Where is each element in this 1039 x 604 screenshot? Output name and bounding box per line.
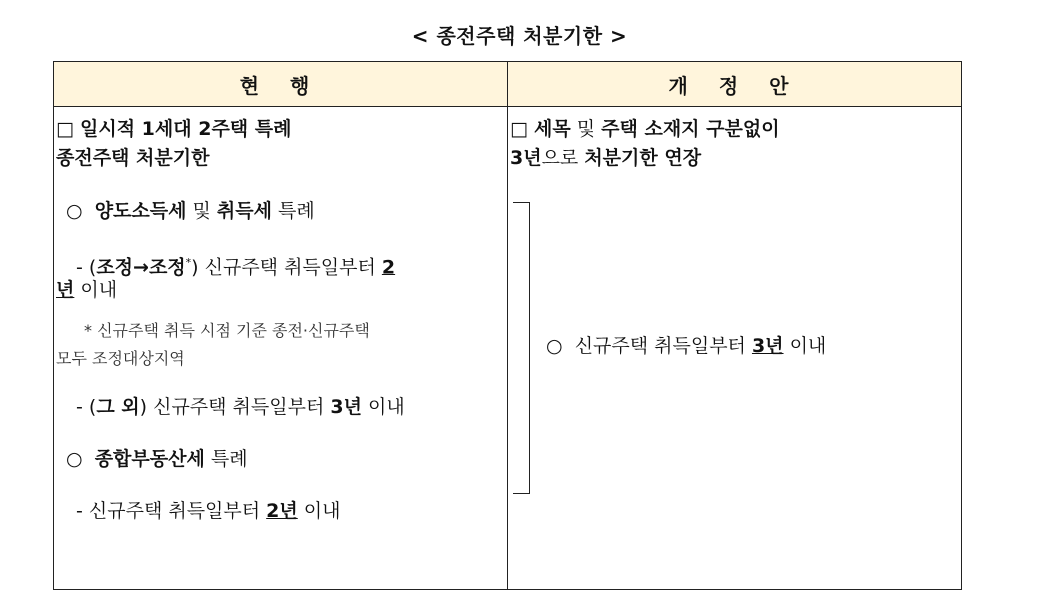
circle-bullet-icon: ○ [546, 335, 563, 357]
circle-bullet-icon: ○ [66, 448, 83, 470]
current-heading-line2: 종전주택 처분기한 [56, 147, 210, 169]
header-revised: 개 정 안 [508, 62, 962, 107]
current-cell [54, 107, 508, 590]
header-current: 현 행 [54, 62, 508, 107]
page-title: < 종전주택 처분기한 > [411, 24, 628, 48]
current-heading-line1 [56, 117, 291, 141]
current-footnote-line1: * 신규주택 취득 시점 기준 종전·신규주택 [84, 321, 370, 340]
current-item-adjusted-cont: 년 이내 [56, 279, 118, 301]
checkbox-square-icon: □ [510, 118, 528, 140]
revised-heading-line2: 3년으로 처분기한 연장 [510, 147, 702, 169]
circle-bullet-icon: ○ [66, 200, 83, 222]
current-footnote-line2: 모두 조정대상지역 [56, 349, 185, 368]
current-section1: ○ 양도소득세 및 취득세 특례 [66, 200, 315, 222]
revised-item: ○ 신규주택 취득일부터 3년 이내 [546, 335, 827, 357]
checkbox-square-icon: □ [56, 118, 74, 140]
current-item-adjusted: - (조정→조정*) 신규주택 취득일부터 2 [76, 256, 396, 279]
revised-heading-line1: □ 세목 및 주택 소재지 구분없이 [510, 118, 780, 140]
comparison-table [53, 61, 962, 590]
current-item-other: - (그 외) 신규주택 취득일부터 3년 이내 [76, 396, 405, 418]
current-section2: ○ 종합부동산세 특례 [66, 448, 248, 470]
header-row [54, 62, 962, 107]
current-item-comprehensive: - 신규주택 취득일부터 2년 이내 [76, 500, 341, 522]
content-row [54, 107, 962, 590]
current-heading-text: 일시적 1세대 2주택 특례 [80, 118, 292, 140]
revised-cell [508, 107, 962, 590]
right-bracket [513, 202, 530, 494]
